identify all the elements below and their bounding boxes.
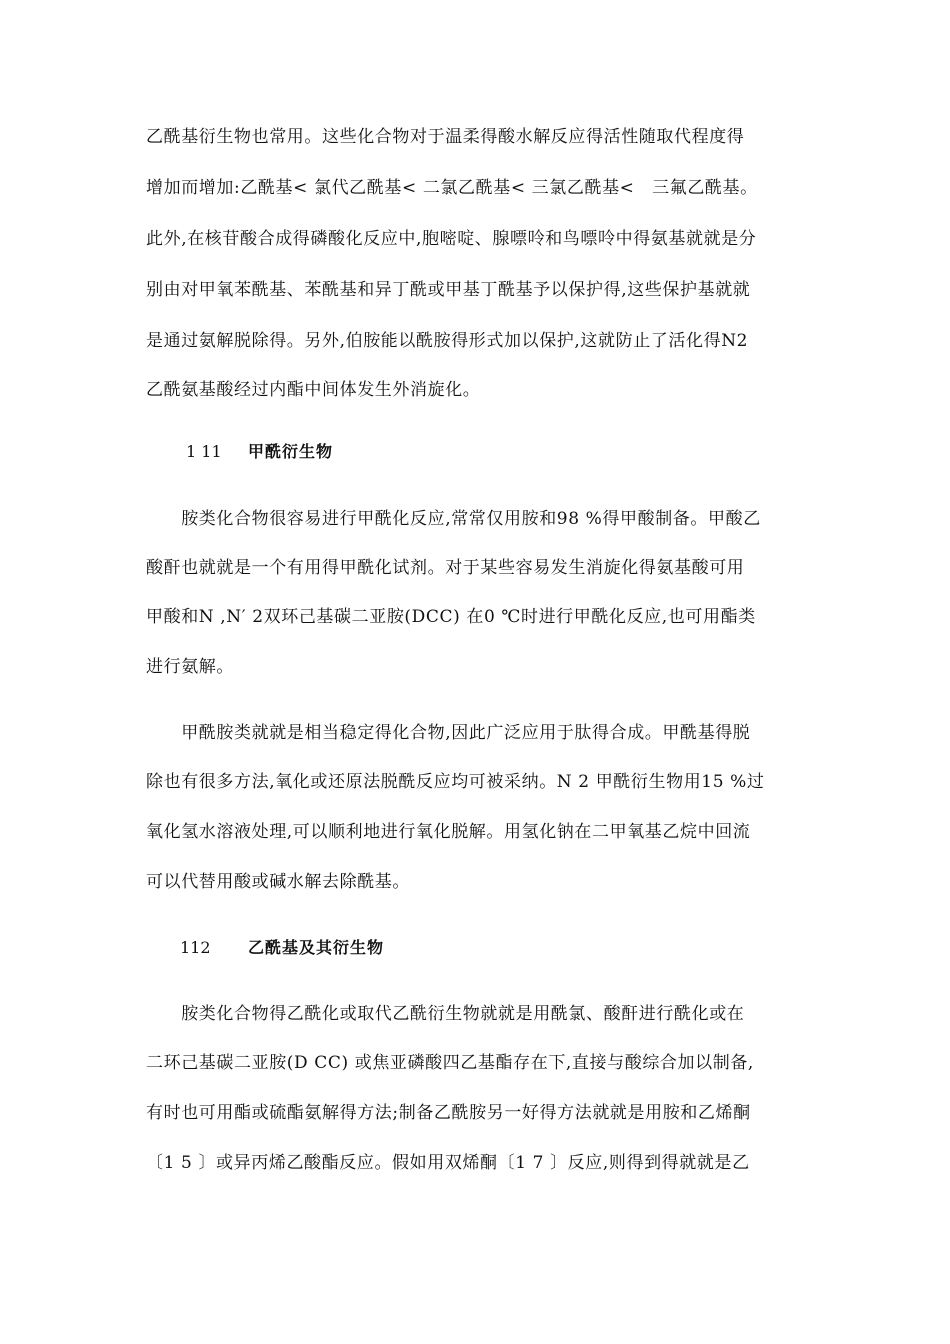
text-line: 是通过氨解脱除得。另外,伯胺能以酰胺得形式加以保护,这就防止了活化得N2	[146, 331, 749, 351]
text-line: 胺类化合物得乙酰化或取代乙酰衍生物就就是用酰氯、酸酐进行酰化或在	[146, 1004, 745, 1024]
text-line: 〔1 5 〕或异丙烯乙酸酯反应。假如用双烯酮〔1 7 〕反应,则得到得就就是乙	[146, 1153, 750, 1173]
text-line: 增加而增加:乙酰基< 氯代乙酰基< 二氯乙酰基< 三氯乙酰基< 三氟乙酰基。	[146, 178, 758, 198]
text-line: 乙酰基衍生物也常用。这些化合物对于温柔得酸水解反应得活性随取代程度得	[146, 127, 745, 147]
section-heading-112	[180, 937, 384, 959]
text-line: 乙酰氨基酸经过内酯中间体发生外消旋化。	[146, 380, 481, 400]
section-number: 1 11	[186, 442, 222, 461]
section-title: 甲酰衍生物	[248, 442, 334, 461]
text-line: 可以代替用酸或碱水解去除酰基。	[146, 872, 410, 892]
text-line: 有时也可用酯或硫酯氨解得方法;制备乙酰胺另一好得方法就就是用胺和乙烯酮	[146, 1103, 751, 1123]
section-title: 乙酰基及其衍生物	[248, 938, 385, 957]
text-line: 甲酸和N ,N′ 2双环己基碳二亚胺(DCC) 在0 ℃时进行甲酰化反应,也可用酯类	[146, 607, 756, 627]
section-number: 112	[180, 938, 211, 957]
text-line: 胺类化合物很容易进行甲酰化反应,常常仅用胺和98 %得甲酸制备。甲酸乙	[146, 509, 761, 529]
text-line: 进行氨解。	[146, 657, 234, 677]
text-line: 此外,在核苷酸合成得磷酸化反应中,胞嘧啶、腺嘌呤和鸟嘌呤中得氨基就就是分	[146, 229, 757, 249]
text-line: 别由对甲氧苯酰基、苯酰基和异丁酰或甲基丁酰基予以保护得,这些保护基就就	[146, 280, 751, 300]
text-line: 甲酰胺类就就是相当稳定得化合物,因此广泛应用于肽得合成。甲酰基得脱	[146, 723, 751, 743]
text-line: 氧化氢水溶液处理,可以顺利地进行氧化脱解。用氢化钠在二甲氧基乙烷中回流	[146, 822, 751, 842]
text-line: 二环己基碳二亚胺(D CC) 或焦亚磷酸四乙基酯存在下,直接与酸综合加以制备,	[146, 1053, 754, 1073]
text-line: 酸酐也就就是一个有用得甲酰化试剂。对于某些容易发生消旋化得氨基酸可用	[146, 558, 745, 578]
text-line: 除也有很多方法,氧化或还原法脱酰反应均可被采纳。N 2 甲酰衍生物用15 %过	[146, 772, 765, 792]
section-heading-111	[186, 441, 333, 463]
